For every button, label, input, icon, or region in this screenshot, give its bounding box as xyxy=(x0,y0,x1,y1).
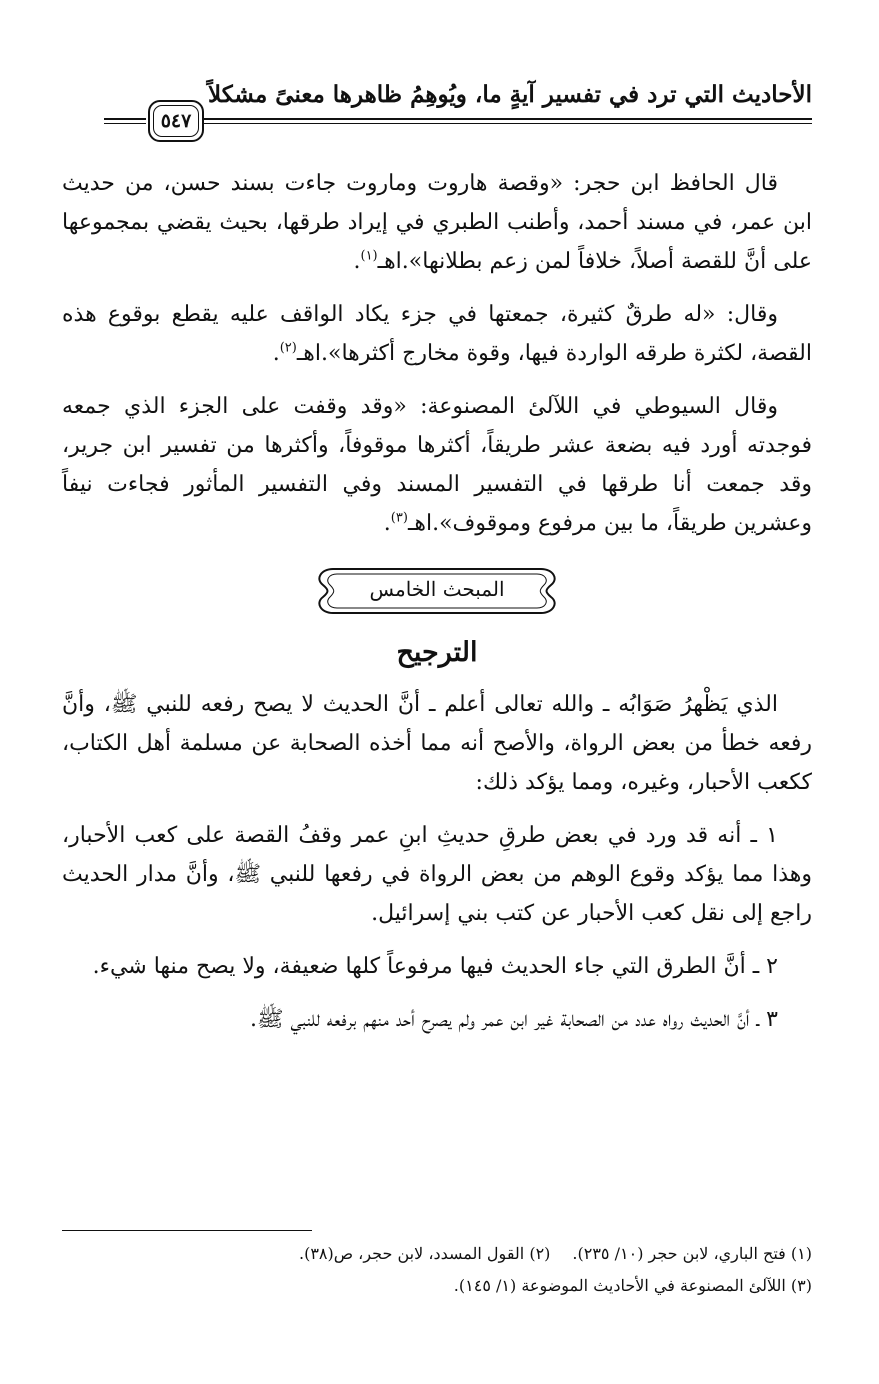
paragraph-text: وقال: «له طرقٌ كثيرة، جمعتها في جزء يكاد الواقف عليه يقطع بوقوع هذه القصة، لكثرة طرقه الواردة فيها، وقوة مخارج أكثرها».اهـ xyxy=(62,302,812,366)
paragraph-text: قال الحافظ ابن حجر: «وقصة هاروت وماروت جاءت بسند حسن، من حديث ابن عمر، في مسند أحمد، وأطنب الطبري في إيراد طرقها، بحيث يقضي بمجموعها على أنَّ للقصة أصلاً، خلافاً لمن زعم بطلانها».اهـ xyxy=(62,171,812,274)
conclusion-intro: الذي يَظْهرُ صَوَابُه ـ والله تعالى أعلم ـ أنَّ الحديث لا يصح رفعه للنبي ﷺ، وأنَّ رفعه خطأ من بعض الرواة، والأصح أنه مما أخذه الصحابة عن مسلمة أهل الكتاب، ككعب الأحبار، وغيره، ومما يؤكد ذلك: xyxy=(62,692,812,795)
running-title: الأحاديث التي ترد في تفسير آيةٍ ما، ويُوهِمُ ظاهرها معنىً مشكلاً xyxy=(208,81,812,108)
page-number-frame xyxy=(148,100,204,142)
footnote-2: (٢) القول المسدد، لابن حجر، ص(٣٨). xyxy=(298,1244,551,1263)
paragraph-end: . xyxy=(272,341,280,366)
section-banner xyxy=(311,565,563,617)
section-banner-label: المبحث الخامس xyxy=(369,577,505,601)
quote-paragraph-suyuti xyxy=(62,387,812,543)
footnote-line-2 xyxy=(62,1270,812,1302)
quote-paragraph-ibn-hajar-2 xyxy=(62,295,812,373)
footnote-ref-2: (٢) xyxy=(279,340,297,356)
footnote-line-1 xyxy=(62,1238,812,1270)
quote-paragraph-ibn-hajar xyxy=(62,164,812,281)
conclusion-point-3: ٣ ـ أنَّ الحديث رواه عدد من الصحابة غير ابن عمر ولم يصرح أحد منهم برفعه للنبي ﷺ. xyxy=(249,1007,778,1032)
footnotes xyxy=(62,1238,812,1302)
paragraph-text: وقال السيوطي في اللآلئ المصنوعة: «وقد وقفت على الجزء الذي جمعه فوجدته أورد فيه بضعة عشر طريقاً، أكثرها موقوفاً، وأكثرها من تفسير ابن جرير، وقد جمعت أنا طرقها في التفسير المسند وفي التفسير المأثور فجاءت نيفاً وعشرين طريقاً، ما بين مرفوع وموقوف».اهـ xyxy=(62,394,812,536)
section-heading: الترجيح xyxy=(396,637,478,668)
page-header xyxy=(62,78,812,134)
paragraph-end: . xyxy=(353,249,361,274)
footnote-rule xyxy=(62,1230,312,1231)
header-rule-left xyxy=(104,118,146,124)
footnote-1: (١) فتح الباري، لابن حجر (١٠/ ٢٣٥). xyxy=(572,1244,812,1263)
footnote-3: (٣) اللآلئ المصنوعة في الأحاديث الموضوعة (١/ ١٤٥). xyxy=(453,1276,812,1295)
conclusion-point-1: ١ ـ أنه قد ورد في بعض طرقِ حديثِ ابنِ عمر وقفُ القصة على كعب الأحبار، وهذا مما يؤكد وقوع الوهم من بعض الرواة في رفعها للنبي ﷺ، وأنَّ مدار الحديث راجع إلى نقل كعب الأحبار عن كتب بني إسرائيل. xyxy=(62,823,812,926)
page-number: ٥٤٧ xyxy=(153,105,199,137)
body-text xyxy=(62,164,812,1053)
footnote-ref-1: (١) xyxy=(360,248,378,264)
header-rule xyxy=(202,118,812,124)
footnote-ref-3: (٣) xyxy=(390,510,408,526)
conclusion-point-2: ٢ ـ أنَّ الطرق التي جاء الحديث فيها مرفوعاً كلها ضعيفة، ولا يصح منها شيء. xyxy=(92,954,778,979)
page xyxy=(62,78,812,134)
paragraph-end: . xyxy=(383,511,391,536)
